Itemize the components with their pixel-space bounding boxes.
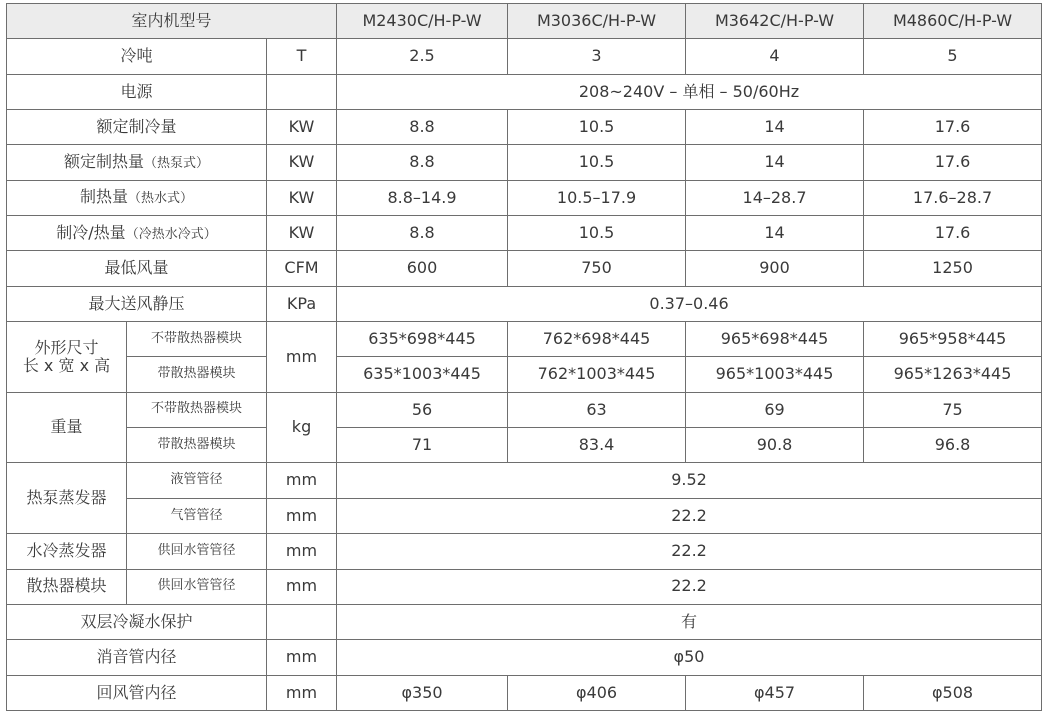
row-label: 最低风量	[7, 251, 267, 286]
model-4: M4860C/H-P-W	[864, 4, 1042, 39]
row-label: 最大送风静压	[7, 286, 267, 321]
row-label: 回风管内径	[7, 675, 267, 710]
value-cell: 90.8	[686, 428, 864, 463]
value-cell: 635*698*445	[337, 322, 508, 357]
value-cell: 17.6	[864, 216, 1042, 251]
value-cell: 14	[686, 216, 864, 251]
power-row	[7, 74, 1042, 109]
row-label-text: 额定制热量	[63, 152, 144, 172]
spec-table	[6, 3, 1042, 711]
value-cell: 14	[686, 145, 864, 180]
heating-hot-water-row	[7, 180, 1042, 215]
value-cell: 22.2	[337, 498, 1042, 533]
unit-cell: mm	[267, 463, 337, 498]
water-evaporator-row	[7, 534, 1042, 569]
weight-row-1	[7, 392, 1042, 427]
value-cell: 10.5–17.9	[508, 180, 686, 215]
value-cell: 8.8	[337, 145, 508, 180]
sub-label: 气管管径	[127, 498, 267, 533]
row-label-text: 制冷/热量	[56, 222, 126, 242]
row-label	[7, 216, 267, 251]
value-cell: φ50	[337, 640, 1042, 675]
condensate-protection-row	[7, 604, 1042, 639]
muffler-diameter-row	[7, 640, 1042, 675]
row-label: 热泵蒸发器	[7, 463, 127, 534]
min-airflow-row	[7, 251, 1042, 286]
value-cell: 635*1003*445	[337, 357, 508, 392]
row-label-note: （冷热水冷式）	[125, 226, 217, 242]
row-label: 消音管内径	[7, 640, 267, 675]
unit-cell: mm	[267, 569, 337, 604]
unit-cell: mm	[267, 498, 337, 533]
value-cell: 965*958*445	[864, 322, 1042, 357]
value-cell: 965*698*445	[686, 322, 864, 357]
value-cell: 762*698*445	[508, 322, 686, 357]
unit-cell: KPa	[267, 286, 337, 321]
radiator-module-row	[7, 569, 1042, 604]
row-label: 散热器模块	[7, 569, 127, 604]
unit-cell: T	[267, 39, 337, 74]
dimensions-label-line2: 长 x 宽 x 高	[22, 355, 111, 375]
row-label: 额定制冷量	[7, 110, 267, 145]
row-label	[7, 180, 267, 215]
value-cell: 9.52	[337, 463, 1042, 498]
weight-row-2	[7, 428, 1042, 463]
value-cell: 208~240V – 单相 – 50/60Hz	[337, 74, 1042, 109]
dimensions-row-1	[7, 322, 1042, 357]
value-cell: 8.8–14.9	[337, 180, 508, 215]
value-cell: 3	[508, 39, 686, 74]
value-cell: 8.8	[337, 216, 508, 251]
value-cell: 965*1003*445	[686, 357, 864, 392]
value-cell: φ406	[508, 675, 686, 710]
unit-cell	[267, 74, 337, 109]
dimensions-label-line1: 外形尺寸	[34, 337, 99, 357]
row-label: 冷吨	[7, 39, 267, 74]
unit-cell: CFM	[267, 251, 337, 286]
model-1: M2430C/H-P-W	[337, 4, 508, 39]
value-cell: 17.6	[864, 110, 1042, 145]
heat-pump-evaporator-row-2	[7, 498, 1042, 533]
unit-cell: mm	[267, 534, 337, 569]
value-cell: 5	[864, 39, 1042, 74]
value-cell: 83.4	[508, 428, 686, 463]
sub-label: 供回水管管径	[127, 534, 267, 569]
value-cell: 17.6–28.7	[864, 180, 1042, 215]
unit-cell: KW	[267, 180, 337, 215]
row-label: 重量	[7, 392, 127, 463]
unit-cell	[267, 604, 337, 639]
unit-cell: KW	[267, 145, 337, 180]
value-cell: φ350	[337, 675, 508, 710]
row-label: 电源	[7, 74, 267, 109]
value-cell: 14	[686, 110, 864, 145]
value-cell: 10.5	[508, 110, 686, 145]
max-static-pressure-row	[7, 286, 1042, 321]
sub-label: 液管管径	[127, 463, 267, 498]
value-cell: φ508	[864, 675, 1042, 710]
sub-label: 带散热器模块	[127, 357, 267, 392]
rated-cooling-row	[7, 110, 1042, 145]
value-cell: 600	[337, 251, 508, 286]
value-cell: 965*1263*445	[864, 357, 1042, 392]
value-cell: 8.8	[337, 110, 508, 145]
value-cell: 900	[686, 251, 864, 286]
unit-cell: mm	[267, 322, 337, 393]
unit-cell: mm	[267, 640, 337, 675]
unit-cell: mm	[267, 675, 337, 710]
row-label	[7, 322, 127, 393]
value-cell: 17.6	[864, 145, 1042, 180]
value-cell: 2.5	[337, 39, 508, 74]
cool-heat-water-row	[7, 216, 1042, 251]
value-cell: 10.5	[508, 145, 686, 180]
value-cell: 96.8	[864, 428, 1042, 463]
value-cell: 4	[686, 39, 864, 74]
value-cell: 69	[686, 392, 864, 427]
value-cell: 0.37–0.46	[337, 286, 1042, 321]
rated-heating-row	[7, 145, 1042, 180]
row-label-note: （热水式）	[128, 191, 194, 207]
row-label-note: （热泵式）	[144, 156, 210, 172]
sub-label: 供回水管管径	[127, 569, 267, 604]
value-cell: 56	[337, 392, 508, 427]
heat-pump-evaporator-row-1	[7, 463, 1042, 498]
model-3: M3642C/H-P-W	[686, 4, 864, 39]
value-cell: 1250	[864, 251, 1042, 286]
sub-label: 不带散热器模块	[127, 322, 267, 357]
row-label: 水冷蒸发器	[7, 534, 127, 569]
value-cell: φ457	[686, 675, 864, 710]
unit-cell: kg	[267, 392, 337, 463]
dimensions-row-2	[7, 357, 1042, 392]
return-air-diameter-row	[7, 675, 1042, 710]
tonnage-row	[7, 39, 1042, 74]
value-cell: 22.2	[337, 534, 1042, 569]
value-cell: 71	[337, 428, 508, 463]
row-label-text: 制热量	[79, 187, 128, 207]
row-label: 双层冷凝水保护	[7, 604, 267, 639]
model-2: M3036C/H-P-W	[508, 4, 686, 39]
value-cell: 750	[508, 251, 686, 286]
header-label: 室内机型号	[7, 4, 337, 39]
value-cell: 22.2	[337, 569, 1042, 604]
value-cell: 63	[508, 392, 686, 427]
row-label	[7, 145, 267, 180]
unit-cell: KW	[267, 110, 337, 145]
value-cell: 14–28.7	[686, 180, 864, 215]
value-cell: 有	[337, 604, 1042, 639]
value-cell: 762*1003*445	[508, 357, 686, 392]
sub-label: 不带散热器模块	[127, 392, 267, 427]
unit-cell: KW	[267, 216, 337, 251]
sub-label: 带散热器模块	[127, 428, 267, 463]
value-cell: 10.5	[508, 216, 686, 251]
value-cell: 75	[864, 392, 1042, 427]
header-row	[7, 4, 1042, 39]
